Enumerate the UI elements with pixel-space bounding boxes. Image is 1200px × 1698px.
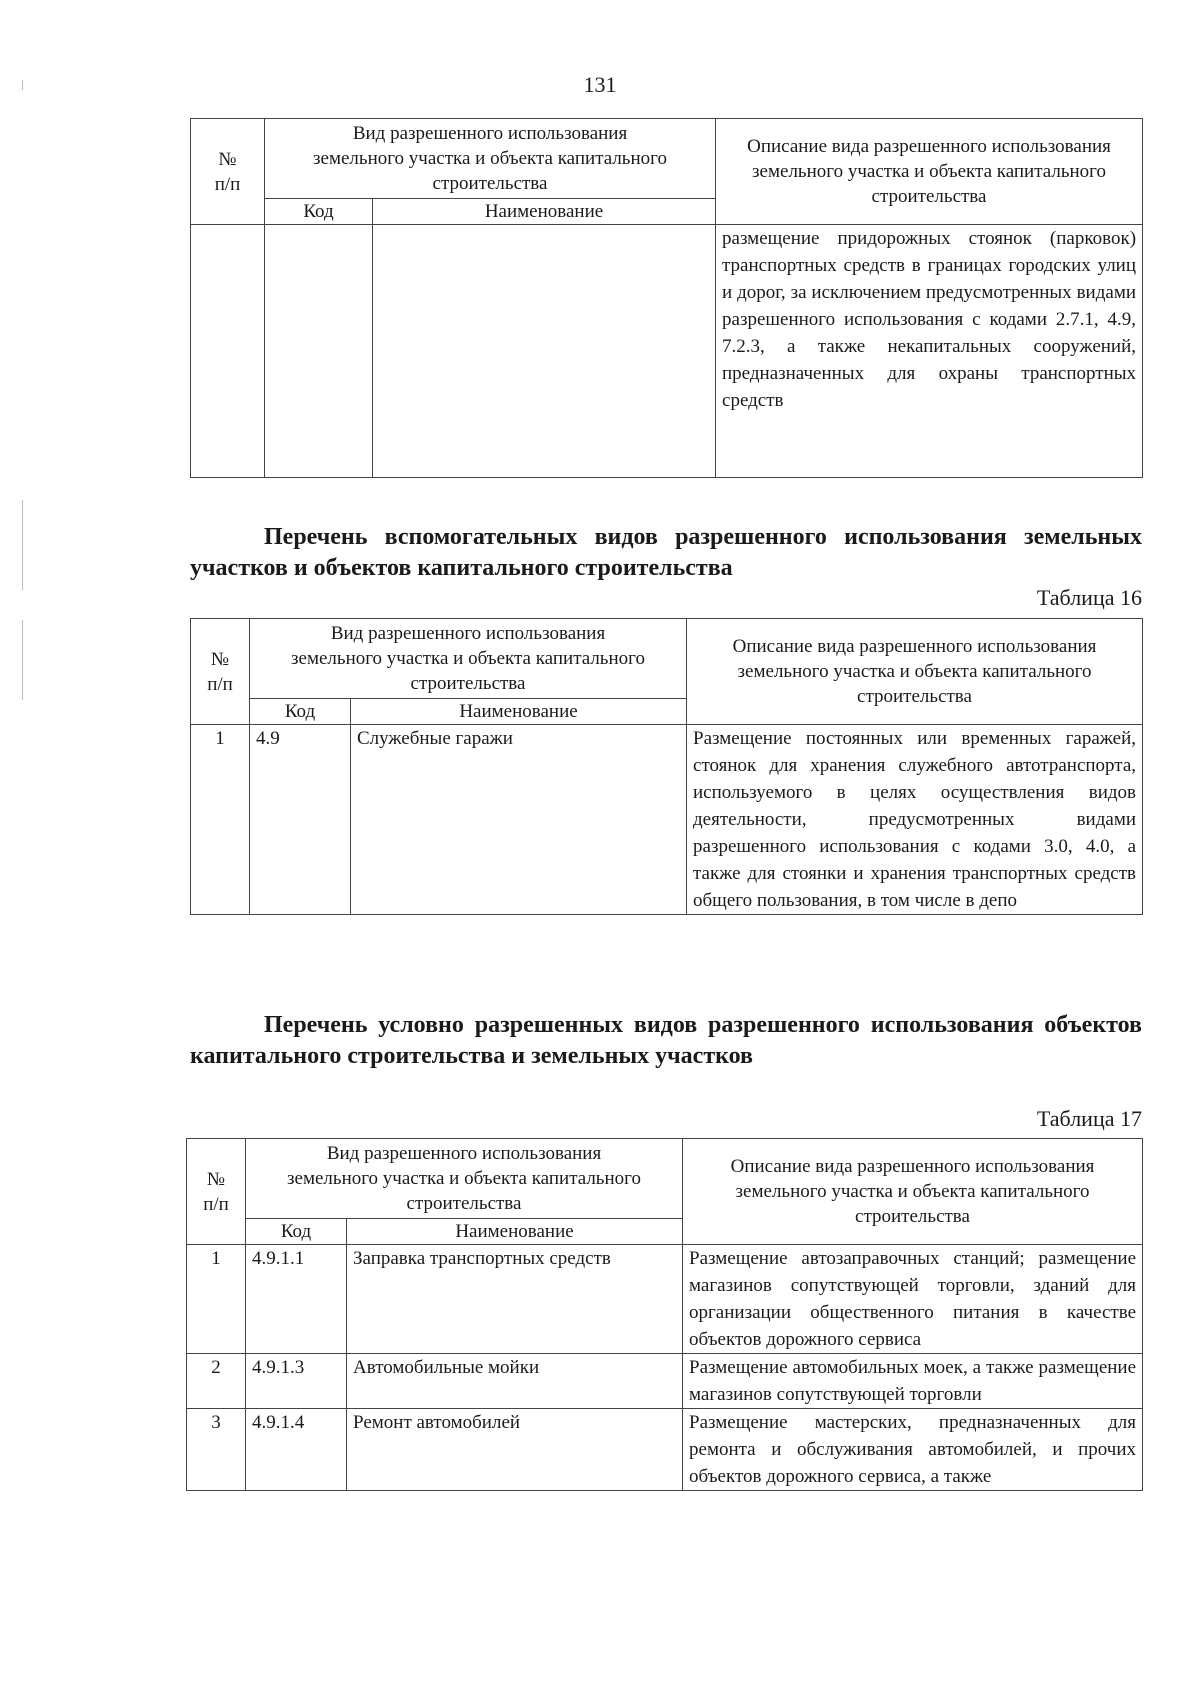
header-name: Наименование	[373, 199, 716, 225]
row-code	[265, 225, 373, 478]
header-kod: Код	[246, 1219, 347, 1245]
header-desc: Описание вида разрешенного использования земельного участка и объекта капитального строительства	[716, 119, 1143, 225]
row-num	[191, 225, 265, 478]
table-row	[187, 1354, 1143, 1409]
table-continued	[190, 118, 1143, 478]
row-num: 1	[187, 1245, 246, 1354]
header-vid: Вид разрешенного использования земельного участка и объекта капитального строительства	[265, 119, 716, 199]
scan-artifact	[22, 620, 23, 700]
header-num: № п/п	[187, 1139, 246, 1245]
row-code: 4.9.1.1	[246, 1245, 347, 1354]
row-code: 4.9	[250, 725, 351, 915]
row-code: 4.9.1.4	[246, 1409, 347, 1491]
header-desc: Описание вида разрешенного использования земельного участка и объекта капитального строительства	[683, 1139, 1143, 1245]
scan-artifact	[22, 500, 23, 590]
table-16-label: Таблица 16	[1036, 585, 1142, 610]
row-num: 3	[187, 1409, 246, 1491]
section-16-heading: Перечень вспомогательных видов разрешенного использования земельных участков и объектов капитального строительства	[190, 524, 1142, 581]
header-kod: Код	[250, 699, 351, 725]
row-name: Служебные гаражи	[351, 725, 687, 915]
row-desc: размещение придорожных стоянок (парковок) транспортных средств в границах городских улиц и дорог, за исключением предусмотренных видами разрешенного использования с кодами 2.7.1, 4.9, 7.2.3, а также некапитальных сооружений, предназначенных для охраны транспортных средств	[716, 225, 1143, 478]
row-desc: Размещение автозаправочных станций; размещение магазинов сопутствующей торговли, зданий для организации общественного питания в качестве объектов дорожного сервиса	[683, 1245, 1143, 1354]
header-kod: Код	[265, 199, 373, 225]
row-desc: Размещение автомобильных моек, а также размещение магазинов сопутствующей торговли	[683, 1354, 1143, 1409]
table-row	[187, 1245, 1143, 1354]
row-num: 2	[187, 1354, 246, 1409]
section-17-heading: Перечень условно разрешенных видов разрешенного использования объектов капитального строительства и земельных участков	[190, 1012, 1142, 1069]
header-vid: Вид разрешенного использования земельного участка и объекта капитального строительства	[246, 1139, 683, 1219]
row-desc: Размещение постоянных или временных гаражей, стоянок для хранения служебного автотранспорта, используемого в целях осуществления видов деятельности, предусмотренных видами разрешенного использования с кодами 3.0, 4.0, а также для стоянки и хранения транспортных средств общего пользования, в том числе в депо	[687, 725, 1143, 915]
row-desc: Размещение мастерских, предназначенных для ремонта и обслуживания автомобилей, и прочих объектов дорожного сервиса, а также	[683, 1409, 1143, 1491]
page-number: 131	[583, 72, 617, 97]
header-num: № п/п	[191, 619, 250, 725]
header-num: № п/п	[191, 119, 265, 225]
header-name: Наименование	[347, 1219, 683, 1245]
row-code: 4.9.1.3	[246, 1354, 347, 1409]
table-17	[186, 1138, 1143, 1491]
header-vid: Вид разрешенного использования земельного участка и объекта капитального строительства	[250, 619, 687, 699]
table-17-label: Таблица 17	[1036, 1106, 1142, 1131]
table-row	[191, 725, 1143, 915]
row-name	[373, 225, 716, 478]
table-row	[187, 1409, 1143, 1491]
row-name: Ремонт автомобилей	[347, 1409, 683, 1491]
table-16	[190, 618, 1143, 915]
row-name: Автомобильные мойки	[347, 1354, 683, 1409]
header-desc: Описание вида разрешенного использования земельного участка и объекта капитального строительства	[687, 619, 1143, 725]
row-name: Заправка транспортных средств	[347, 1245, 683, 1354]
header-name: Наименование	[351, 699, 687, 725]
row-num: 1	[191, 725, 250, 915]
table-row	[191, 225, 1143, 478]
